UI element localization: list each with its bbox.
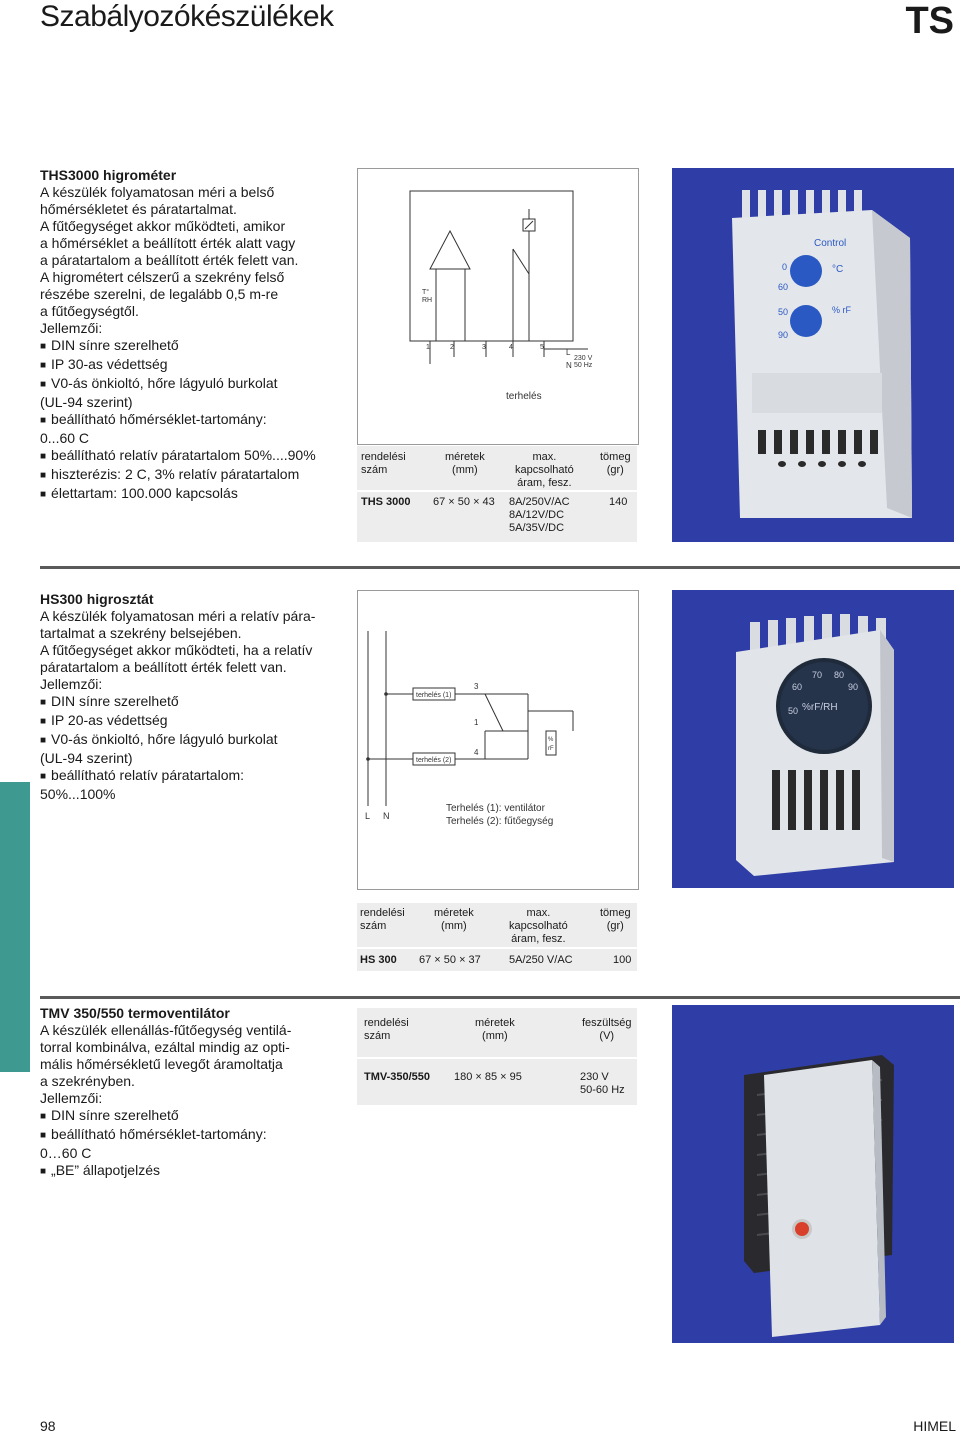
hs-spec-header-size: méretek (mm) xyxy=(434,907,474,932)
ths-spec-size: 67 × 50 × 43 xyxy=(433,496,495,508)
ths-spec-header-size: méretek (mm) xyxy=(445,451,485,476)
hs-description xyxy=(40,591,350,803)
hs-legend-1: Terhelés (1): ventilátor xyxy=(446,803,545,814)
tmv-photo-svg xyxy=(672,1005,954,1343)
text-line: tartalmat a szekrény belsejében. xyxy=(40,625,242,641)
bullet-item: ■ beállítható relatív páratartalom: xyxy=(40,767,350,786)
ths-label-n: N xyxy=(566,361,572,370)
brand-name: HIMEL xyxy=(913,1418,956,1434)
text-line: a páratartalom a beállított érték felett van. xyxy=(40,252,299,268)
hs-spec-current: 5A/250 V/AC xyxy=(509,954,573,966)
hs-spec-header-weight: tömeg (gr) xyxy=(600,907,631,932)
ths-terminal-3: 3 xyxy=(482,344,486,351)
tmv-spec-code: TMV-350/550 xyxy=(364,1071,431,1083)
hs-spec-header-current: max. kapcsolható áram, fesz. xyxy=(509,907,568,945)
bullet-item: 50%...100% xyxy=(40,786,116,802)
tmv-title: TMV 350/550 termoventilátor xyxy=(40,1005,230,1021)
ths-terminal-2: 2 xyxy=(450,344,454,351)
bullet-item: ■ „BE” állapotjelzés xyxy=(40,1162,350,1181)
text-line: A fűtőegységet akkor működteti, amikor xyxy=(40,218,286,234)
tmv-spec-header-code: rendelési szám xyxy=(364,1017,409,1042)
ths-spec-header-code: rendelési szám xyxy=(361,451,406,476)
text-line: páratartalom a beállított érték felett van. xyxy=(40,659,287,675)
ths-wiring-svg xyxy=(358,169,638,444)
tmv-spec-table xyxy=(357,1008,637,1105)
bullet-item: ■ V0-ás önkioltó, hőre lágyuló burkolat xyxy=(40,375,350,394)
hs-spec-header-code: rendelési szám xyxy=(360,907,405,932)
hs-terminal-4: 4 xyxy=(474,748,479,757)
hs-spec-weight: 100 xyxy=(613,954,632,966)
divider-1 xyxy=(40,566,960,569)
tmv-description xyxy=(40,1005,350,1181)
hs-title: HS300 higrosztát xyxy=(40,591,154,607)
tmv-spec-size: 180 × 85 × 95 xyxy=(454,1071,522,1083)
bullet-item: ■ IP 30-as védettség xyxy=(40,356,350,375)
ths-photo-control: Control xyxy=(814,238,847,249)
text-line: Jellemzői: xyxy=(40,320,103,336)
tmv-bullets xyxy=(40,1107,350,1181)
hs-wiring-svg xyxy=(358,591,638,889)
bullet-item: (UL-94 szerint) xyxy=(40,394,133,410)
ths-spec-weight: 140 xyxy=(609,496,628,508)
hs-sensor-rf: rF xyxy=(548,746,554,752)
ths-label-l: L xyxy=(566,348,571,357)
ths-product-photo xyxy=(672,168,954,542)
page-number: 98 xyxy=(40,1418,56,1434)
text-line: Jellemzői: xyxy=(40,1090,103,1106)
ths-photo-celsius: °C xyxy=(832,264,844,275)
text-line: A fűtőegységet akkor működteti, ha a relatív xyxy=(40,642,313,658)
ths-title: THS3000 higrométer xyxy=(40,167,177,183)
bullet-item: (UL-94 szerint) xyxy=(40,750,133,766)
ths-photo-rh: % rF xyxy=(832,305,851,315)
hs-photo-num-80: 80 xyxy=(834,670,845,680)
bullet-item: ■ V0-ás önkioltó, hőre lágyuló burkolat xyxy=(40,731,350,750)
ths-spec-code: THS 3000 xyxy=(361,496,411,508)
tmv-spec-header-size: méretek (mm) xyxy=(475,1017,515,1042)
ths-bullets xyxy=(40,337,350,504)
text-line: a szekrényben. xyxy=(40,1073,135,1089)
hs-photo-num-50: 50 xyxy=(788,706,799,716)
ths-sensor-label-t: T° xyxy=(422,289,430,296)
bullet-item: ■ hiszterézis: 2 C, 3% relatív páratartalom xyxy=(40,466,350,485)
ths-description xyxy=(40,167,350,504)
bullet-item: 0...60 C xyxy=(40,430,90,446)
hs-photo-svg xyxy=(672,590,954,888)
text-line: torral kombinálva, ezáltal mindig az opti- xyxy=(40,1039,290,1055)
hs-photo-num-90: 90 xyxy=(848,682,859,692)
text-line: a hőmérséklet a beállított érték alatt vagy xyxy=(40,235,296,251)
ths-spec-divider xyxy=(357,490,637,492)
ths-photo-scale-0: 0 xyxy=(782,262,788,272)
hs-legend-2: Terhelés (2): fűtőegység xyxy=(446,816,554,827)
bullet-item: ■ beállítható relatív páratartalom 50%....90% xyxy=(40,447,350,466)
hs-lines xyxy=(40,608,350,693)
ths-supply-v: 230 V xyxy=(574,355,593,362)
hs-photo-num-60: 60 xyxy=(792,682,803,692)
ths-lines xyxy=(40,184,350,337)
hs-terminal-3: 3 xyxy=(474,682,479,691)
tmv-spec-voltage: 230 V 50-60 Hz xyxy=(580,1071,625,1096)
ths-supply-hz: 50 Hz xyxy=(574,362,593,369)
ths-wiring-diagram xyxy=(357,168,639,445)
tmv-spec-header-voltage: feszültség (V) xyxy=(582,1017,632,1042)
bullet-item: 0…60 C xyxy=(40,1145,92,1161)
hs-spec-table xyxy=(357,903,637,971)
bullet-item: ■ DIN sínre szerelhető xyxy=(40,337,350,356)
bullet-item: ■ DIN sínre szerelhető xyxy=(40,693,350,712)
ths-spec-current: 8A/250V/AC 8A/12V/DC 5A/35V/DC xyxy=(509,496,570,534)
hs-spec-size: 67 × 50 × 37 xyxy=(419,954,481,966)
hs-photo-num-70: 70 xyxy=(812,670,823,680)
text-line: mális hőmérsékletű levegőt áramoltatja xyxy=(40,1056,283,1072)
bullet-item: ■ DIN sínre szerelhető xyxy=(40,1107,350,1126)
bullet-item: ■ beállítható hőmérséklet-tartomány: xyxy=(40,1126,350,1145)
tmv-product-photo xyxy=(672,1005,954,1343)
hs-load-2-label: terhelés (2) xyxy=(416,757,452,764)
divider-2 xyxy=(40,996,960,999)
text-line: Jellemzői: xyxy=(40,676,103,692)
bullet-item: ■ IP 20-as védettség xyxy=(40,712,350,731)
page-code: TS xyxy=(905,0,954,42)
text-line: A készülék folyamatosan méri a belső xyxy=(40,184,275,200)
ths-spec-header-weight: tömeg (gr) xyxy=(600,451,631,476)
hs-terminal-1: 1 xyxy=(474,718,479,727)
hs-label-n: N xyxy=(383,811,390,821)
hs-label-l: L xyxy=(365,811,371,821)
hs-sensor-pct: % xyxy=(548,737,554,743)
ths-terminal-1: 1 xyxy=(426,344,430,351)
ths-spec-header-current: max. kapcsolható áram, fesz. xyxy=(515,451,574,489)
ths-terminal-5: 5 xyxy=(540,344,544,351)
text-line: a fűtőegységtől. xyxy=(40,303,139,319)
ths-photo-svg xyxy=(672,168,954,542)
hs-load-1-label: terhelés (1) xyxy=(416,692,452,699)
hs-spec-divider xyxy=(357,947,637,949)
text-line: A higrométert célszerű a szekrény felső xyxy=(40,269,285,285)
tmv-spec-divider xyxy=(357,1057,637,1059)
text-line: részébe szerelni, de legalább 0,5 m-re xyxy=(40,286,279,302)
text-line: A készülék folyamatosan méri a relatív pára- xyxy=(40,608,316,624)
bullet-item: ■ beállítható hőmérséklet-tartomány: xyxy=(40,411,350,430)
text-line: hőmérsékletet és páratartalmat. xyxy=(40,201,237,217)
tmv-lines xyxy=(40,1022,350,1107)
page-title: Szabályozókészülékek xyxy=(40,0,334,33)
ths-load-label: terhelés xyxy=(506,391,542,402)
ths-photo-scale-90: 90 xyxy=(778,330,789,340)
ths-photo-scale-50: 50 xyxy=(778,307,789,317)
hs-photo-dial: %rF/RH xyxy=(802,702,838,713)
hs-product-photo xyxy=(672,590,954,888)
ths-sensor-label-rh: RH xyxy=(422,297,433,304)
hs-spec-code: HS 300 xyxy=(360,954,397,966)
ths-spec-table xyxy=(357,446,637,542)
hs-wiring-diagram xyxy=(357,590,639,890)
section-tab xyxy=(0,782,30,1072)
ths-terminal-4: 4 xyxy=(509,344,513,351)
hs-bullets xyxy=(40,693,350,803)
ths-photo-scale-60: 60 xyxy=(778,282,789,292)
text-line: A készülék ellenállás-fűtőegység ventilá- xyxy=(40,1022,292,1038)
bullet-item: ■ élettartam: 100.000 kapcsolás xyxy=(40,485,350,504)
